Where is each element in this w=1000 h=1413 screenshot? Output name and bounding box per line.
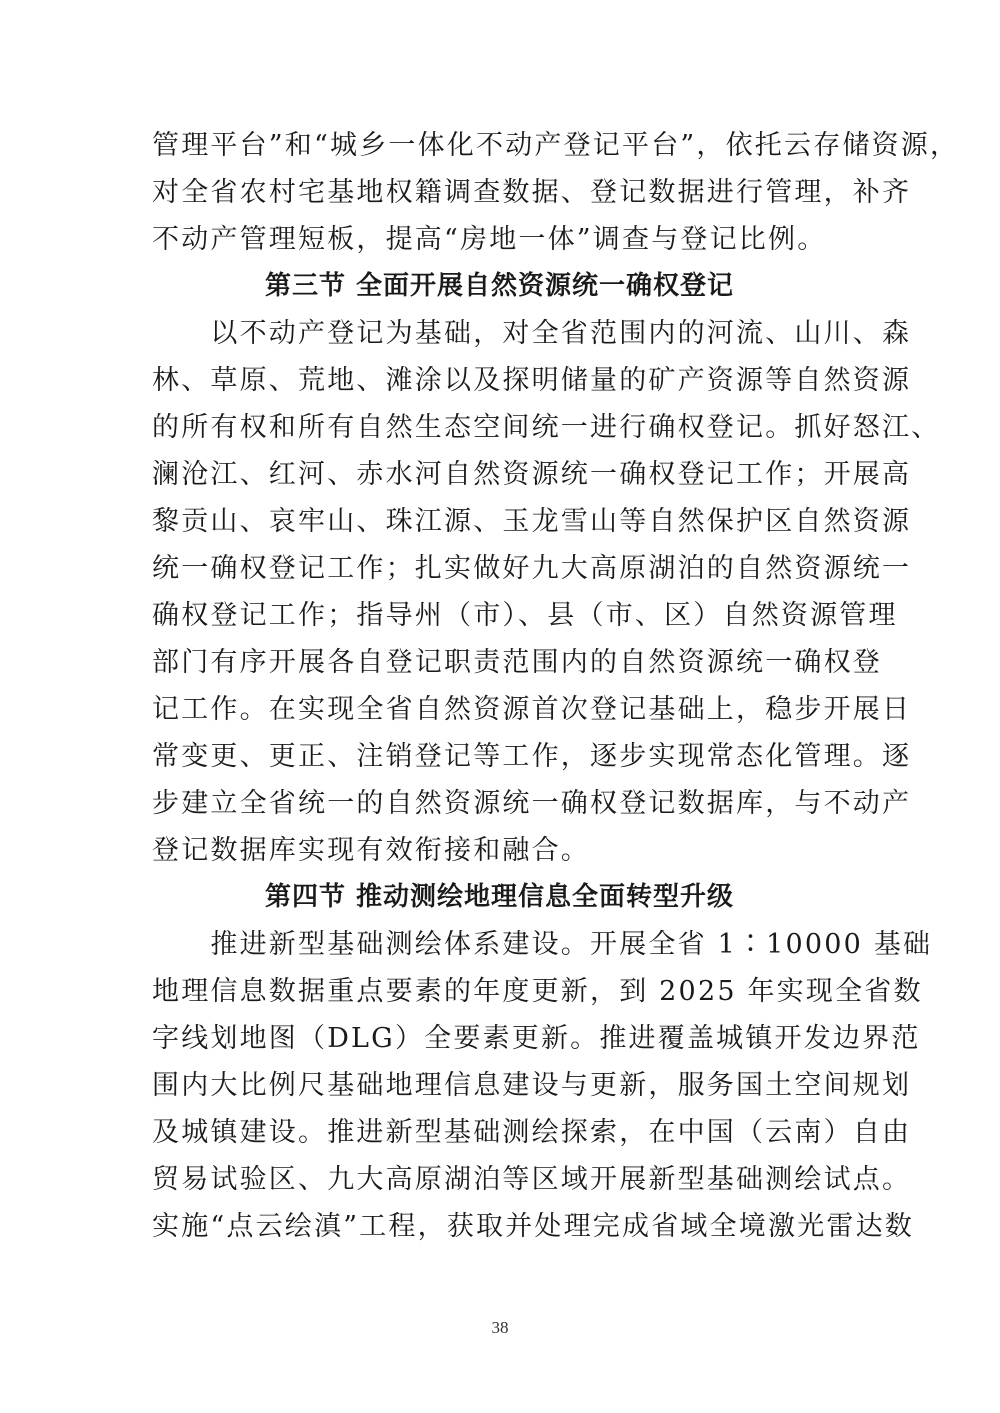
text-line: 林、草原、荒地、滩涂以及探明储量的矿产资源等自然资源 <box>152 365 912 396</box>
text-line: 澜沧江、红河、赤水河自然资源统一确权登记工作；开展高 <box>152 459 912 490</box>
text-line: 对全省农村宅基地权籍调查数据、登记数据进行管理，补齐 <box>152 177 912 208</box>
text-line: 统一确权登记工作；扎实做好九大高原湖泊的自然资源统一 <box>152 553 912 584</box>
text-line: 管理平台”和“城乡一体化不动产登记平台”，依托云存储资源， <box>152 130 960 161</box>
text-line: 步建立全省统一的自然资源统一确权登记数据库，与不动产 <box>152 788 912 819</box>
text-line: 不动产管理短板，提高“房地一体”调查与登记比例。 <box>152 224 827 255</box>
text-line: 围内大比例尺基础地理信息建设与更新，服务国土空间规划 <box>152 1070 912 1101</box>
text-line: 推进新型基础测绘体系建设。开展全省 1∶10000 基础 <box>152 929 933 960</box>
section-4-heading: 第四节 推动测绘地理信息全面转型升级 <box>265 882 735 912</box>
document-body <box>152 122 960 1250</box>
paragraph-3 <box>152 921 933 1250</box>
text-line: 常变更、更正、注销登记等工作，逐步实现常态化管理。逐 <box>152 741 912 772</box>
text-line: 确权登记工作；指导州（市）、县（市、区）自然资源管理 <box>152 600 898 631</box>
paragraph-2 <box>152 310 941 874</box>
text-line: 字线划地图（DLG）全要素更新。推进覆盖城镇开发边界范 <box>152 1023 921 1054</box>
text-line: 记工作。在实现全省自然资源首次登记基础上，稳步开展日 <box>152 694 912 725</box>
text-line: 的所有权和所有自然生态空间统一进行确权登记。抓好怒江、 <box>152 412 941 443</box>
section-3-heading: 第三节 全面开展自然资源统一确权登记 <box>265 271 735 301</box>
paragraph-1 <box>152 122 960 263</box>
page-number: 38 <box>491 1318 509 1337</box>
text-line: 登记数据库实现有效衔接和融合。 <box>152 835 590 866</box>
text-line: 黎贡山、哀牢山、珠江源、玉龙雪山等自然保护区自然资源 <box>152 506 912 537</box>
text-line: 地理信息数据重点要素的年度更新，到 2025 年实现全省数 <box>152 976 923 1007</box>
text-line: 实施“点云绘滇”工程，获取并处理完成省域全境激光雷达数 <box>152 1211 915 1242</box>
text-line: 以不动产登记为基础，对全省范围内的河流、山川、森 <box>152 318 912 349</box>
text-line: 部门有序开展各自登记职责范围内的自然资源统一确权登 <box>152 647 882 678</box>
text-line: 贸易试验区、九大高原湖泊等区域开展新型基础测绘试点。 <box>152 1164 912 1195</box>
text-line: 及城镇建设。推进新型基础测绘探索，在中国（云南）自由 <box>152 1117 912 1148</box>
